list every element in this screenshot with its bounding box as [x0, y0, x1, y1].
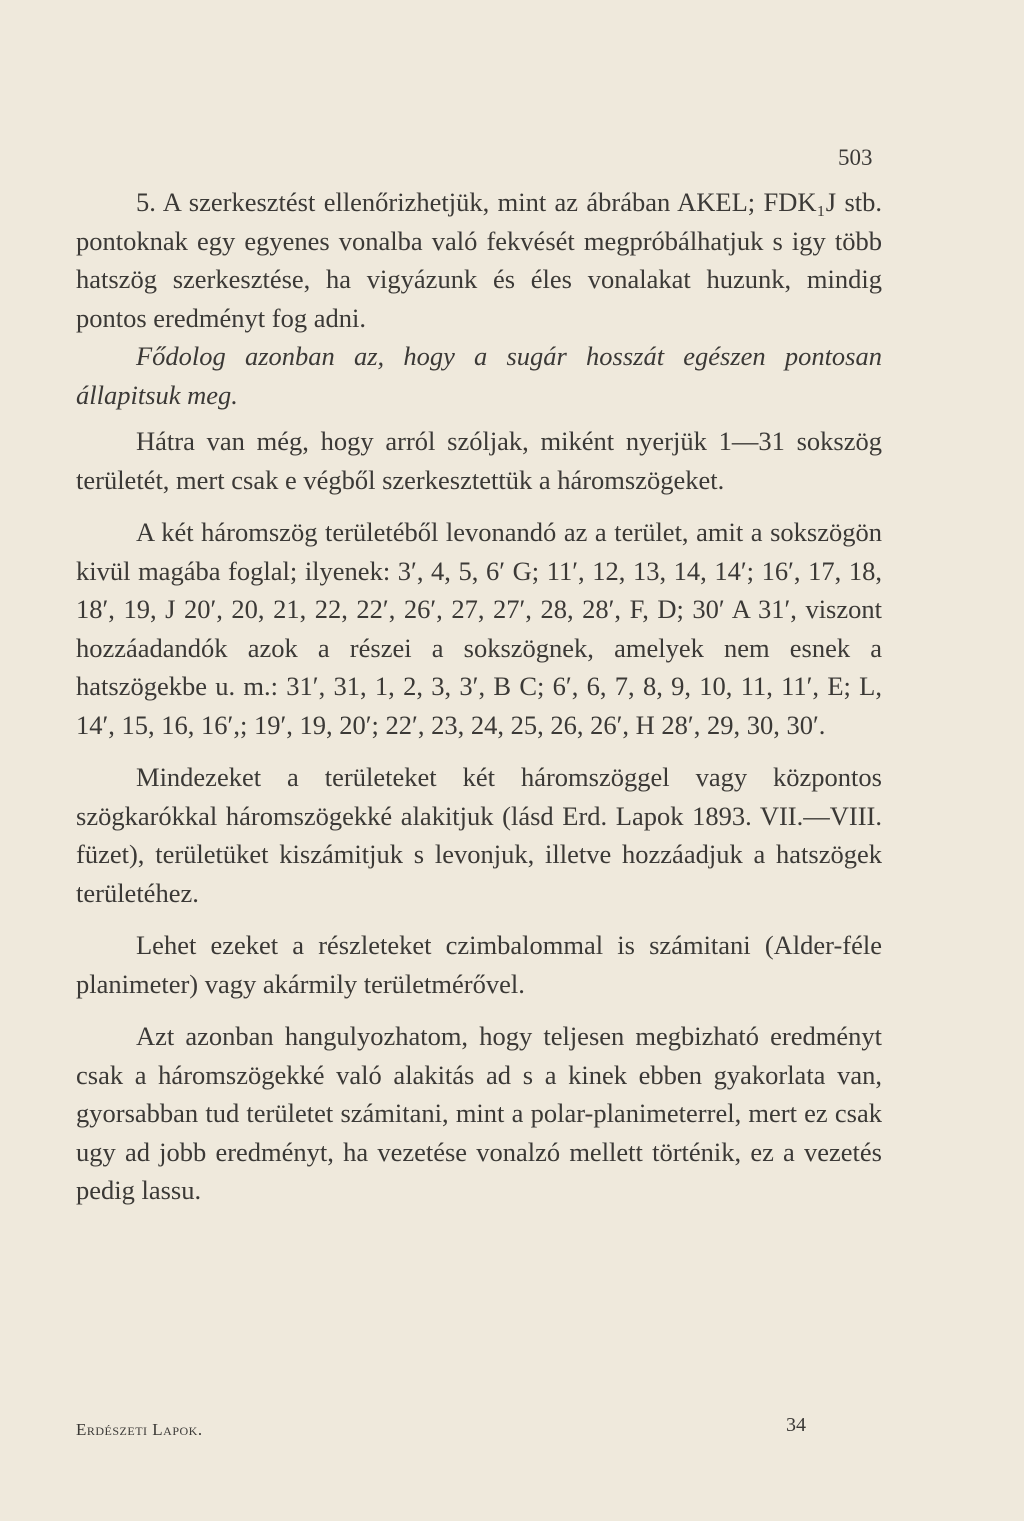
paragraph-5: Mindezeket a területeket két háromszöggel vagy központos szögkarókkal háromszögekké alakitjuk (lásd Erd. Lapok 1893. VII.—VIII. füzet), területüket kiszámitjuk s levonjuk, illetve hozzáadjuk a hatszögek területéhez.: [76, 762, 882, 908]
paragraph-6: Lehet ezeket a részleteket czimbalommal is számitani (Alder-féle planimeter) vagy akármily területmérővel.: [76, 930, 882, 999]
body-text: [76, 183, 882, 1224]
paragraph-1: 5. A szerkesztést ellenőrizhetjük, mint az ábrában AKEL; FDK₁J stb. pontoknak egy egyenes vonalba való fekvését megpróbálhatjuk s igy több hatszög szerkesztése, ha vigyázunk és éles vonalakat huzunk, mindig pontos eredményt fog adni.: [76, 187, 882, 333]
page-number: 503: [838, 145, 873, 170]
paragraph-4: A két háromszög területéből levonandó az a terület, amit a sokszögön kivül magába foglal; ilyenek: 3′, 4, 5, 6′ G; 11′, 12, 13, 14, 14′; 16′, 17, 18, 18′, 19, J 20′, 20, 21, 22, 22′, 26′, 27, 27′, 28, 28′, F, D; 30′ A 31′, viszont hozzáadandók azok a részei a sokszögnek, amelyek nem esnek a hatszögekbe u. m.: 31′, 31, 1, 2, 3, 3′, B C; 6′, 6, 7, 8, 9, 10, 11, 11′, E; L, 14′, 15, 16, 16′,; 19′, 19, 20′; 22′, 23, 24, 25, 26, 26′, H 28′, 29, 30, 30′.: [76, 517, 882, 740]
paragraph-7: Azt azonban hangulyozhatom, hogy teljesen megbizható eredményt csak a háromszögekké való alakitás ad s a kinek ebben gyakorlata van, gyorsabban tud területet számitani, mint a polar-planimeterrel, mert ez csak ugy ad jobb eredményt, ha vezetése vonalzó mellett történik, ez a vezetés pedig lassu.: [76, 1021, 882, 1205]
paragraph-2: Fődolog azonban az, hogy a sugár hosszát egészen pontosan állapitsuk meg.: [76, 341, 882, 410]
paragraph-3: Hátra van még, hogy arról szóljak, miként nyerjük 1—31 sokszög területét, mert csak e végből szerkesztettük a háromszögeket.: [76, 426, 882, 495]
footer-sheet-number: 34: [786, 1414, 806, 1436]
footer-journal-name: Erdészeti Lapok.: [76, 1420, 203, 1439]
